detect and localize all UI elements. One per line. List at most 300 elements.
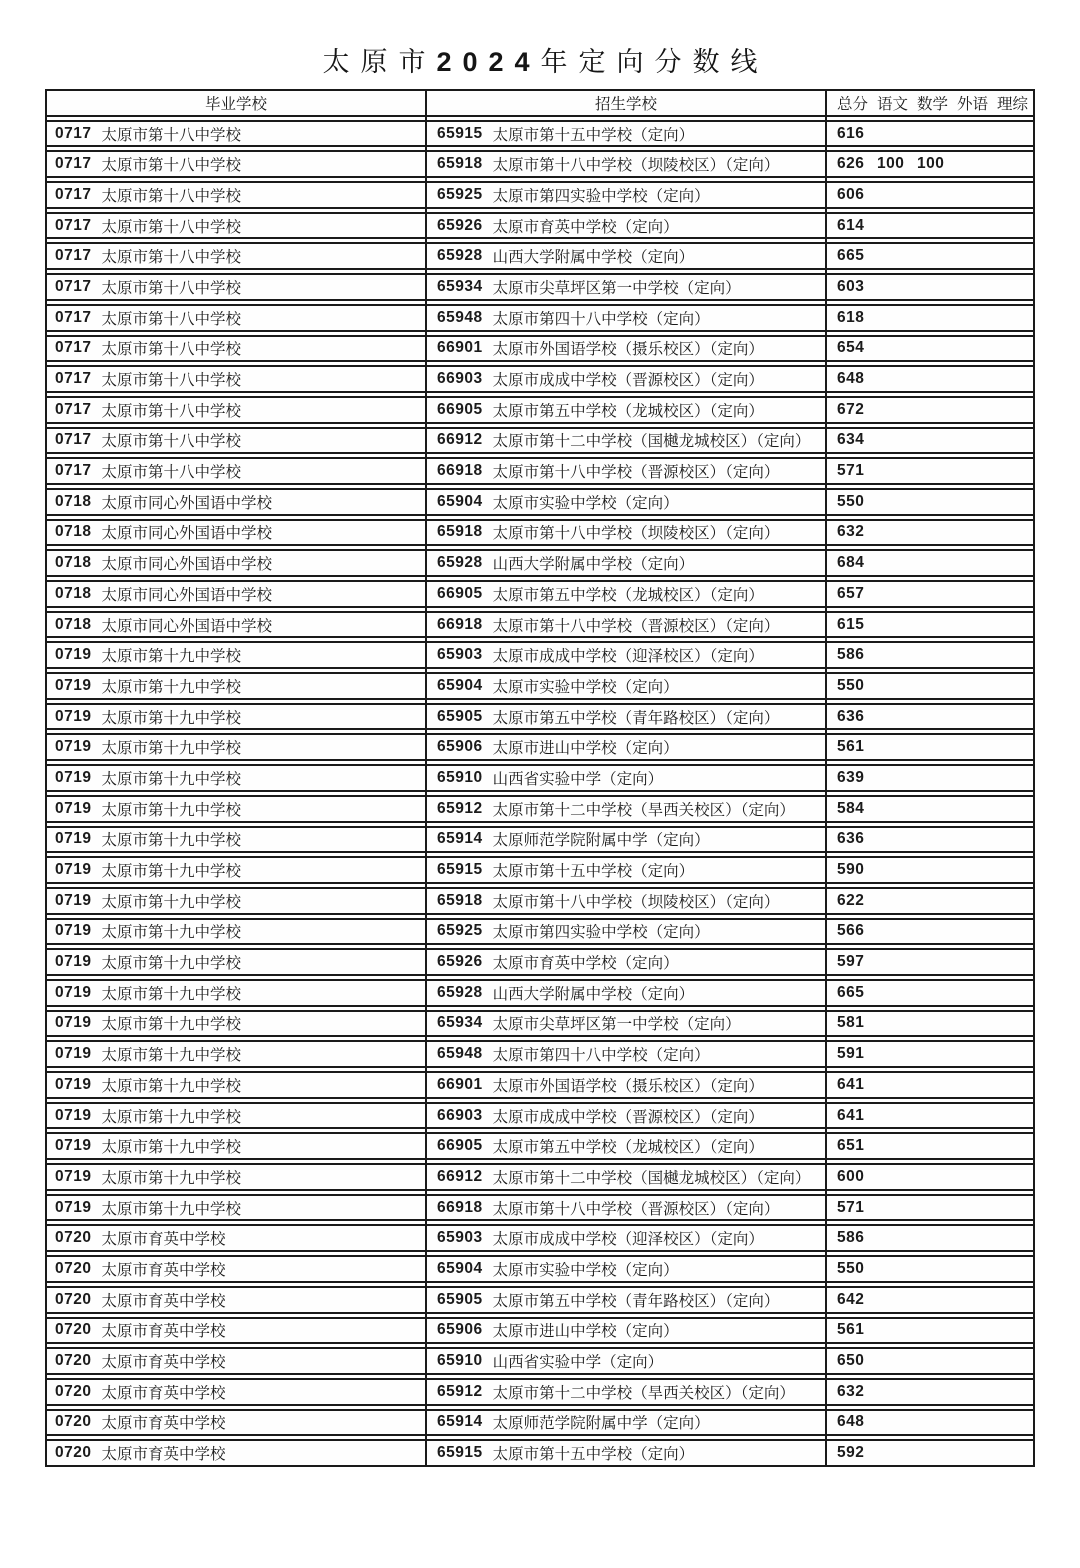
graduate-school-cell [47,153,425,175]
enroll-school-name: 太原市实验中学校（定向） [492,678,679,696]
enroll-school-cell [425,1043,827,1065]
column-divider [425,89,427,1467]
graduate-school-code: 0720 [55,1413,92,1431]
score-value: 634 [837,431,865,449]
graduate-school-code: 0719 [55,799,92,817]
graduate-school-code: 0719 [55,1045,92,1063]
enroll-school-code: 66912 [437,431,483,449]
graduate-school-name: 太原市第十八中学校 [101,218,241,236]
score-value: 591 [837,1045,865,1063]
graduate-school-code: 0717 [55,462,92,480]
scores-cell [827,370,1033,388]
enroll-school-cell [425,798,827,820]
graduate-school-cell [47,521,425,543]
score-value: 606 [837,185,865,203]
enroll-school-code: 66918 [437,462,483,480]
enroll-school-code: 65918 [437,891,483,909]
table-row [47,150,1033,178]
graduate-school-cell [47,859,425,881]
score-table [45,89,1035,1467]
graduate-school-cell [47,552,425,574]
scores-cell [827,431,1033,449]
table-row [47,979,1033,1007]
enroll-school-code: 65926 [437,216,483,234]
score-value: 592 [837,1444,865,1462]
graduate-school-name: 太原市第十八中学校 [101,249,241,267]
enroll-school-code: 65934 [437,277,483,295]
score-value: 684 [837,554,865,572]
scores-cell [827,1352,1033,1370]
graduate-school-cell [47,1105,425,1127]
enroll-school-cell [425,1289,827,1311]
title-year: 2024 [436,47,541,77]
scores-cell [827,1260,1033,1278]
graduate-school-cell [47,1227,425,1249]
table-row [47,1163,1033,1191]
enroll-school-cell [425,767,827,789]
enroll-school-cell [425,1166,827,1188]
scores-cell [827,922,1033,940]
score-value: 571 [837,1198,865,1216]
enroll-school-name: 太原市第十二中学校（旱西关校区）（定向） [492,1384,795,1402]
enroll-school-name: 太原市第十八中学校（晋源校区）（定向） [492,1200,780,1218]
enroll-school-code: 65914 [437,1413,483,1431]
scores-cell [827,830,1033,848]
graduate-school-cell [47,399,425,421]
enroll-school-code: 66905 [437,400,483,418]
score-value: 641 [837,1106,865,1124]
table-row [47,795,1033,823]
table-row [47,948,1033,976]
enroll-school-code: 65905 [437,1290,483,1308]
graduate-school-cell [47,368,425,390]
enroll-school-code: 65910 [437,1352,483,1370]
enroll-school-name: 太原市实验中学校（定向） [492,1261,679,1279]
enroll-school-name: 太原市尖草坪区第一中学校（定向） [492,279,741,297]
graduate-school-cell [47,890,425,912]
enroll-school-code: 65904 [437,492,483,510]
enroll-school-cell [425,1227,827,1249]
graduate-school-cell [47,184,425,206]
table-row [47,1317,1033,1345]
table-row [47,519,1033,547]
scores-cell [827,1413,1033,1431]
enroll-school-cell [425,245,827,267]
graduate-school-cell [47,644,425,666]
graduate-school-cell [47,1074,425,1096]
scores-cell [827,155,1033,173]
graduate-school-name: 太原市第十九中学校 [101,1169,241,1187]
enroll-school-name: 太原市第十二中学校（旱西关校区）（定向） [492,801,795,819]
enroll-school-code: 66901 [437,1075,483,1093]
enroll-school-cell [425,920,827,942]
graduate-school-code: 0719 [55,1198,92,1216]
graduate-school-cell [47,337,425,359]
scores-cell [827,708,1033,726]
graduate-school-code: 0720 [55,1382,92,1400]
enroll-school-code: 65925 [437,922,483,940]
table-row [47,1224,1033,1252]
enroll-school-name: 太原市尖草坪区第一中学校（定向） [492,1016,741,1034]
score-value: 672 [837,400,865,418]
graduate-school-name: 太原市第十八中学校 [101,341,241,359]
graduate-school-cell [47,675,425,697]
enroll-school-code: 66903 [437,370,483,388]
graduate-school-cell [47,1012,425,1034]
scores-cell [827,800,1033,818]
score-value: 550 [837,1259,865,1277]
scores-cell [827,892,1033,910]
graduate-school-name: 太原市育英中学校 [101,1446,226,1464]
enroll-school-name: 太原市第十八中学校（晋源校区）（定向） [492,464,780,482]
enroll-school-name: 太原市外国语学校（摄乐校区）（定向） [492,1077,764,1095]
graduate-school-cell [47,920,425,942]
table-header-row [47,89,1033,117]
enroll-school-name: 太原市外国语学校（摄乐校区）（定向） [492,341,764,359]
table-row [47,1378,1033,1406]
graduate-school-name: 太原市第十九中学校 [101,832,241,850]
header-graduate-school: 毕业学校 [204,95,267,113]
score-column-header: 外语 [957,95,989,113]
graduate-school-cell [47,215,425,237]
score-value: 566 [837,922,865,940]
graduate-school-cell [47,1289,425,1311]
enroll-school-code: 66903 [437,1106,483,1124]
table-row [47,856,1033,884]
graduate-school-name: 太原市同心外国语中学校 [101,525,272,543]
scores-cell [827,1045,1033,1063]
graduate-school-name: 太原市育英中学校 [101,1323,226,1341]
graduate-school-code: 0719 [55,983,92,1001]
score-value: 100 [877,155,905,173]
enroll-school-cell [425,706,827,728]
graduate-school-code: 0717 [55,155,92,173]
graduate-school-name: 太原市第十八中学校 [101,279,241,297]
table-row [47,1439,1033,1467]
score-value: 622 [837,891,865,909]
graduate-school-code: 0720 [55,1259,92,1277]
graduate-school-name: 太原市同心外国语中学校 [101,556,272,574]
scores-cell [827,984,1033,1002]
graduate-school-code: 0720 [55,1321,92,1339]
table-row [47,611,1033,639]
graduate-school-cell [47,736,425,758]
graduate-school-cell [47,767,425,789]
score-value: 639 [837,768,865,786]
graduate-school-name: 太原市第十九中学校 [101,709,241,727]
score-value: 581 [837,1014,865,1032]
graduate-school-code: 0719 [55,707,92,725]
score-value: 586 [837,646,865,664]
table-row [47,826,1033,854]
graduate-school-name: 太原市第十八中学校 [101,464,241,482]
scores-cell [827,1014,1033,1032]
score-value: 100 [917,155,945,173]
score-value: 600 [837,1167,865,1185]
graduate-school-name: 太原市第十九中学校 [101,801,241,819]
scores-cell [827,401,1033,419]
enroll-school-name: 太原市第五中学校（青年路校区）（定向） [492,1292,780,1310]
table-row [47,304,1033,332]
table-row [47,212,1033,240]
graduate-school-code: 0719 [55,1075,92,1093]
graduate-school-code: 0719 [55,1106,92,1124]
enroll-school-code: 65903 [437,646,483,664]
enroll-school-cell [425,1135,827,1157]
enroll-school-code: 65906 [437,738,483,756]
score-value: 626 [837,155,865,173]
enroll-school-cell [425,982,827,1004]
scores-cell [827,1137,1033,1155]
graduate-school-cell [47,706,425,728]
graduate-school-code: 0717 [55,370,92,388]
table-row [47,1132,1033,1160]
scores-cell [827,186,1033,204]
graduate-school-code: 0717 [55,216,92,234]
score-value: 650 [837,1352,865,1370]
table-row [47,1409,1033,1437]
header-enroll-school: 招生学校 [594,95,657,113]
enroll-school-name: 太原市成成中学校（晋源校区）（定向） [492,372,764,390]
table-row [47,427,1033,455]
page-title [0,40,1080,79]
scores-cell [827,462,1033,480]
score-value: 665 [837,983,865,1001]
graduate-school-name: 太原市育英中学校 [101,1292,226,1310]
enroll-school-cell [425,552,827,574]
score-value: 665 [837,247,865,265]
enroll-school-name: 太原市成成中学校（迎泽校区）（定向） [492,648,764,666]
enroll-school-cell [425,614,827,636]
enroll-school-name: 太原市第四实验中学校（定向） [492,187,710,205]
graduate-school-code: 0717 [55,431,92,449]
enroll-school-cell [425,1411,827,1433]
score-value: 550 [837,676,865,694]
score-value: 550 [837,492,865,510]
scores-cell [827,1076,1033,1094]
graduate-school-cell [47,1043,425,1065]
graduate-school-cell [47,951,425,973]
enroll-school-cell [425,429,827,451]
graduate-school-code: 0719 [55,768,92,786]
scores-cell [827,278,1033,296]
graduate-school-cell [47,1442,425,1464]
enroll-school-name: 太原市第五中学校（龙城校区）（定向） [492,586,764,604]
scores-cell [827,646,1033,664]
score-value: 586 [837,1229,865,1247]
enroll-school-name: 太原市第十五中学校（定向） [492,1446,695,1464]
enroll-school-name: 太原市第五中学校（青年路校区）（定向） [492,709,780,727]
enroll-school-name: 山西大学附属中学校（定向） [492,985,695,1003]
graduate-school-cell [47,123,425,145]
score-value: 654 [837,339,865,357]
enroll-school-code: 65928 [437,983,483,1001]
graduate-school-name: 太原市同心外国语中学校 [101,617,272,635]
scores-cell [827,953,1033,971]
enroll-school-cell [425,521,827,543]
scores-cell [827,1321,1033,1339]
graduate-school-name: 太原市第十八中学校 [101,157,241,175]
enroll-school-code: 65912 [437,1382,483,1400]
graduate-school-name: 太原市第十九中学校 [101,1139,241,1157]
table-row [47,1286,1033,1314]
enroll-school-name: 太原师范学院附属中学（定向） [492,1415,710,1433]
graduate-school-name: 太原市第十八中学校 [101,402,241,420]
scores-cell [827,247,1033,265]
enroll-school-name: 太原市第十八中学校（晋源校区）（定向） [492,617,780,635]
graduate-school-name: 太原市第十九中学校 [101,924,241,942]
enroll-school-name: 太原市第十八中学校（坝陵校区）（定向） [492,525,780,543]
enroll-school-name: 山西大学附属中学校（定向） [492,249,695,267]
score-value: 648 [837,1413,865,1431]
graduate-school-name: 太原市同心外国语中学校 [101,586,272,604]
enroll-school-cell [425,1319,827,1341]
graduate-school-name: 太原市第十八中学校 [101,372,241,390]
graduate-school-cell [47,828,425,850]
scores-cell [827,616,1033,634]
enroll-school-cell [425,890,827,912]
score-value: 632 [837,1382,865,1400]
table-row [47,1194,1033,1222]
score-value: 636 [837,830,865,848]
enroll-school-cell [425,1381,827,1403]
enroll-school-name: 太原市育英中学校（定向） [492,218,679,236]
scores-cell [827,769,1033,787]
score-value: 614 [837,216,865,234]
table-row [47,120,1033,148]
graduate-school-cell [47,1197,425,1219]
graduate-school-cell [47,798,425,820]
graduate-school-code: 0719 [55,922,92,940]
graduate-school-name: 太原市育英中学校 [101,1231,226,1249]
scores-cell [827,1199,1033,1217]
enroll-school-cell [425,123,827,145]
enroll-school-code: 65934 [437,1014,483,1032]
enroll-school-cell [425,828,827,850]
scores-cell [827,309,1033,327]
scores-cell [827,1229,1033,1247]
header-score-columns [827,92,1033,114]
score-value: 571 [837,462,865,480]
graduate-school-code: 0717 [55,400,92,418]
graduate-school-name: 太原市育英中学校 [101,1384,226,1402]
graduate-school-cell [47,1258,425,1280]
enroll-school-cell [425,215,827,237]
graduate-school-cell [47,614,425,636]
table-row [47,365,1033,393]
score-column-header: 理综 [997,95,1029,113]
scores-cell [827,738,1033,756]
enroll-school-cell [425,1197,827,1219]
table-row [47,1010,1033,1038]
graduate-school-cell [47,491,425,513]
enroll-school-cell [425,307,827,329]
enroll-school-name: 太原市第四十八中学校（定向） [492,1047,710,1065]
score-value: 597 [837,953,865,971]
enroll-school-cell [425,583,827,605]
scores-cell [827,677,1033,695]
graduate-school-cell [47,1350,425,1372]
enroll-school-code: 65910 [437,768,483,786]
enroll-school-cell [425,1442,827,1464]
enroll-school-code: 65918 [437,523,483,541]
score-column-header: 总分 [837,95,869,113]
enroll-school-cell [425,460,827,482]
score-value: 642 [837,1290,865,1308]
score-value: 561 [837,738,865,756]
graduate-school-code: 0717 [55,247,92,265]
graduate-school-code: 0718 [55,523,92,541]
table-row [47,1102,1033,1130]
enroll-school-name: 太原市第十八中学校（坝陵校区）（定向） [492,157,780,175]
score-value: 648 [837,370,865,388]
enroll-school-name: 太原市第五中学校（龙城校区）（定向） [492,402,764,420]
table-row [47,703,1033,731]
table-row [47,488,1033,516]
scores-cell [827,1444,1033,1462]
table-row [47,1347,1033,1375]
graduate-school-code: 0719 [55,830,92,848]
graduate-school-code: 0719 [55,1014,92,1032]
graduate-school-cell [47,982,425,1004]
enroll-school-cell [425,1012,827,1034]
table-row [47,733,1033,761]
graduate-school-code: 0717 [55,185,92,203]
enroll-school-name: 太原市实验中学校（定向） [492,494,679,512]
enroll-school-cell [425,491,827,513]
scores-cell [827,493,1033,511]
table-row [47,1255,1033,1283]
enroll-school-code: 65905 [437,707,483,725]
enroll-school-cell [425,1074,827,1096]
enroll-school-name: 太原市第四十八中学校（定向） [492,310,710,328]
graduate-school-name: 太原市第十九中学校 [101,1047,241,1065]
graduate-school-code: 0718 [55,492,92,510]
enroll-school-cell [425,644,827,666]
enroll-school-code: 65926 [437,953,483,971]
graduate-school-name: 太原市第十八中学校 [101,433,241,451]
table-row [47,335,1033,363]
scores-cell [827,339,1033,357]
title-suffix: 年定向分数线 [540,47,769,77]
table-row [47,549,1033,577]
graduate-school-code: 0718 [55,615,92,633]
enroll-school-name: 太原市第十八中学校（坝陵校区）（定向） [492,893,780,911]
score-value: 632 [837,523,865,541]
enroll-school-code: 66918 [437,1198,483,1216]
score-value: 616 [837,124,865,142]
graduate-school-cell [47,276,425,298]
table-row [47,1071,1033,1099]
enroll-school-cell [425,1350,827,1372]
graduate-school-code: 0719 [55,861,92,879]
enroll-school-code: 65928 [437,247,483,265]
graduate-school-code: 0717 [55,124,92,142]
graduate-school-cell [47,245,425,267]
scores-cell [827,861,1033,879]
enroll-school-name: 太原市第四实验中学校（定向） [492,924,710,942]
table-row [47,764,1033,792]
table-row [47,580,1033,608]
table-row [47,242,1033,270]
graduate-school-code: 0719 [55,1167,92,1185]
scores-cell [827,217,1033,235]
graduate-school-code: 0720 [55,1352,92,1370]
table-row [47,457,1033,485]
graduate-school-cell [47,1381,425,1403]
enroll-school-name: 太原师范学院附属中学（定向） [492,832,710,850]
enroll-school-cell [425,736,827,758]
